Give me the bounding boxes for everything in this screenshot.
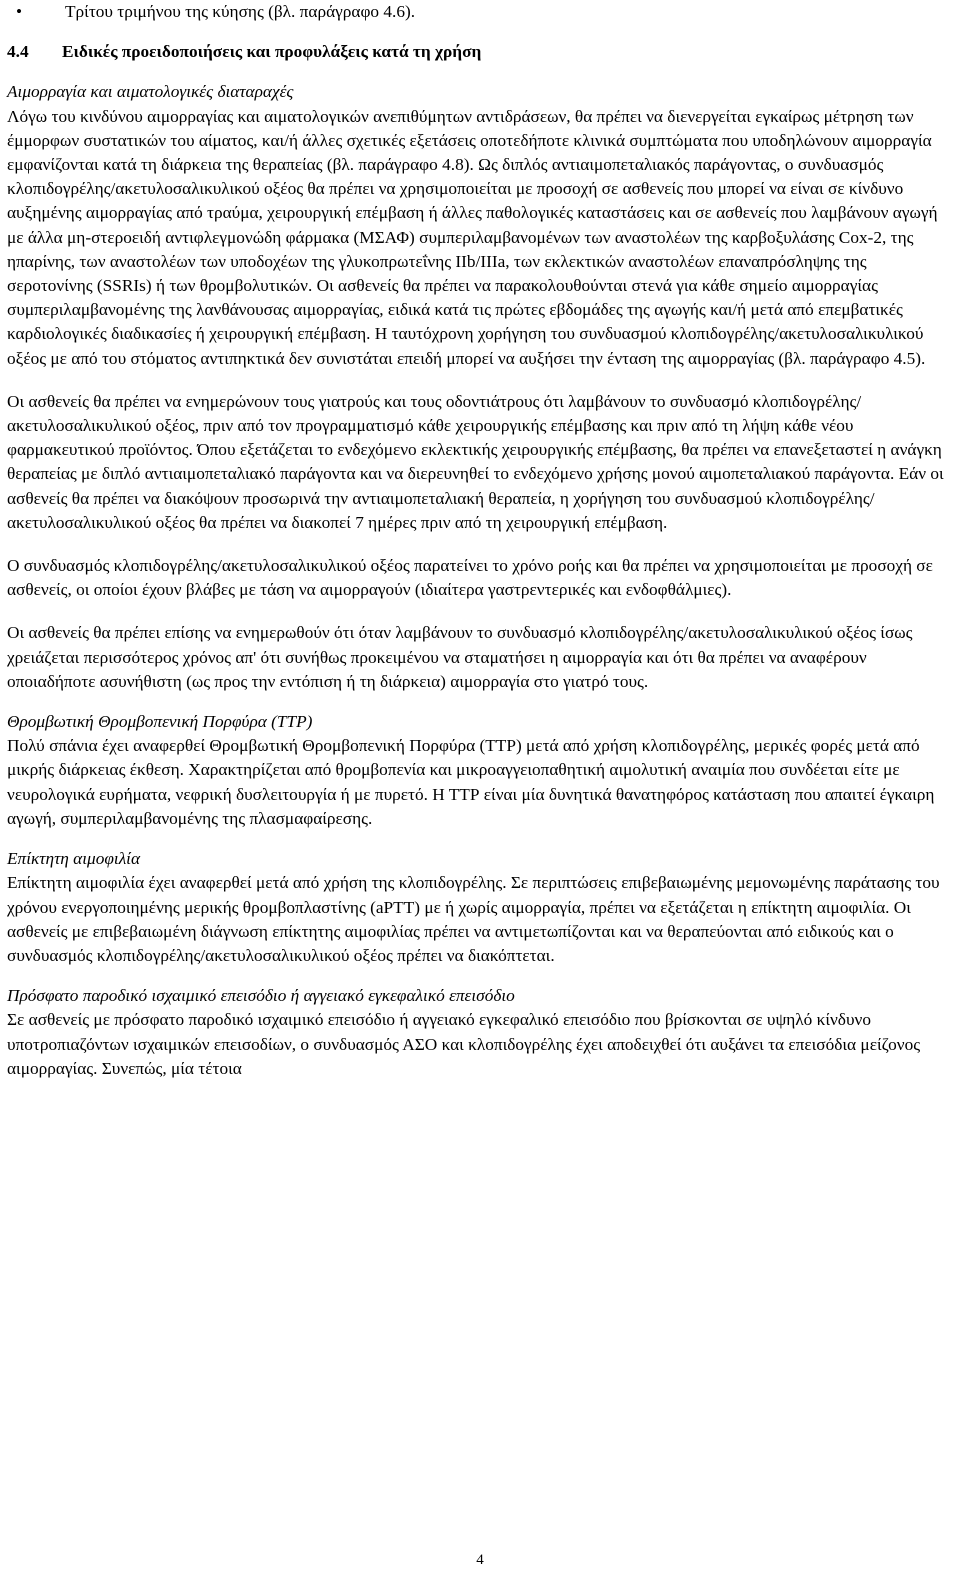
subsection-stroke [7, 984, 947, 1081]
bullet-symbol: • [16, 2, 23, 21]
bullet-text: Τρίτου τριμήνου της κύησης (βλ. παράγραφο 4.6). [65, 2, 416, 21]
subsection-title: Πρόσφατο παροδικό ισχαιμικό επεισόδιο ή αγγειακό εγκεφαλικό επεισόδιο [7, 986, 515, 1006]
subsection-title: Θρομβωτική Θρομβοπενική Πορφύρα (ΤΤΡ) [7, 712, 313, 732]
paragraph: Επίκτητη αιμοφιλία έχει αναφερθεί μετά από χρήση της κλοπιδογρέλης. Σε περιπτώσεις επιβεβαιωμένης μεμονωμένης παράτασης του χρόνου ενεργοποιημένης μερικής θρομβοπλαστίνης (aPTT) με ή χωρίς αιμορραγία, πρέπει να εξετάζεται η επίκτητη αιμοφιλία. Οι ασθενείς με επιβεβαιωμένη διάγνωση επίκτητης αιμοφιλίας πρέπει να αντιμετωπίζονται και να θεραπεύονται από ειδικούς και ο συνδυασμός κλοπιδογρέλης/ακετυλοσαλικυλικού οξέος πρέπει να διακόπτεται. [7, 873, 940, 965]
section-number: 4.4 [7, 42, 29, 62]
subsection-acquired-haemophilia [7, 847, 947, 968]
subsection-title: Αιμορραγία και αιματολογικές διαταραχές [7, 82, 294, 102]
paragraph: Οι ασθενείς θα πρέπει να ενημερώνουν τους γιατρούς και τους οδοντιάτρους ότι λαμβάνουν το συνδυασμό κλοπιδογρέλης/ακετυλοσαλικυλικού οξέος, πριν από τον προγραμματισμό κάθε χειρουργικής επέμβασης και πριν από τη λήψη κάθε νέου φαρμακευτικού προϊόντος. Όπου εξετάζεται το ενδεχόμενο εκλεκτικής χειρουργικής επέμβασης, θα πρέπει να επανεξεταστεί η ανάγκη θεραπείας με διπλό αντιαιμοπεταλιακό παράγοντα και να διερευνηθεί το ενδεχόμενο χρήσης μονού αιμοπεταλιακού παράγοντα. Εάν οι ασθενείς θα πρέπει να διακόψουν προσωρινά την αντιαιμοπεταλιακή θεραπεία, η χορήγηση του συνδυασμού κλοπιδογρέλης/ακετυλοσαλικυλικού οξέος θα πρέπει να διακοπεί 7 ημέρες πριν από τη χειρουργική επέμβαση. [7, 391, 944, 532]
paragraph: Ο συνδυασμός κλοπιδογρέλης/ακετυλοσαλικυλικού οξέος παρατείνει το χρόνο ροής και θα πρέπει να χρησιμοποιείται με προσοχή σε ασθενείς, οι οποίοι έχουν βλάβες με τάση να αιμορραγούν (ιδιαίτερα γαστρεντερικές και ενδοφθάλμιες). [7, 556, 933, 600]
subsection-title: Επίκτητη αιμοφιλία [7, 849, 141, 869]
section-title: Ειδικές προειδοποιήσεις και προφυλάξεις κατά τη χρήση [62, 42, 482, 62]
subsection-ttp [7, 710, 947, 831]
subsection-bleeding [7, 80, 947, 694]
paragraph: Πολύ σπάνια έχει αναφερθεί Θρομβωτική Θρομβοπενική Πορφύρα (ΤΤΡ) μετά από χρήση κλοπιδογρέλης, μερικές φορές μετά από μικρής διάρκειας έκθεση. Χαρακτηρίζεται από θρομβοπενία και μικροαγγειοπαθητική αιμολυτική αναιμία που συνδέεται είτε με νευρολογικά ευρήματα, νεφρική δυσλειτουργία ή με πυρετό. Η ΤΤΡ είναι μία δυνητικά θανατηφόρος κατάσταση που απαιτεί έγκαιρη αγωγή, συμπεριλαμβανομένης της πλασμαφαίρεσης. [7, 736, 935, 828]
bullet-item [7, 0, 947, 24]
section-heading [7, 40, 947, 64]
document-page [7, 0, 947, 1081]
paragraph: Λόγω του κινδύνου αιμορραγίας και αιματολογικών ανεπιθύμητων αντιδράσεων, θα πρέπει να διενεργείται εγκαίρως μέτρηση των έμμορφων συστατικών του αίματος, και/ή άλλες σχετικές εξετάσεις οποτεδήποτε κλινικά συμπτώματα που υποδηλώνουν αιμορραγία εμφανίζονται κατά τη διάρκεια της θεραπείας (βλ. παράγραφο 4.8). Ως διπλός αντιαιμοπεταλιακός παράγοντας, ο συνδυασμός κλοπιδογρέλης/ακετυλοσαλικυλικού οξέος θα πρέπει να χρησιμοποιείται με προσοχή σε ασθενείς που μπορεί να είναι σε κίνδυνο αυξημένης αιμορραγίας από τραύμα, χειρουργική επέμβαση ή άλλες παθολογικές καταστάσεις και σε ασθενείς που λαμβάνουν αγωγή με άλλα μη-στεροειδή αντιφλεγμονώδη φάρμακα (ΜΣΑΦ) συμπεριλαμβανομένων των αναστολέων της καρβοξυλάσης Cox-2, της ηπαρίνης, των αναστολέων των υποδοχέων της γλυκοπρωτεΐνης IIb/IIIa, των εκλεκτικών αναστολέων επαναπρόσληψης της σεροτονίνης (SSRIs) ή των θρομβολυτικών. Οι ασθενείς θα πρέπει να παρακολουθούνται στενά για κάθε σημείο αιμορραγίας συμπεριλαμβανομένης της λανθάνουσας αιμορραγίας, ειδικά κατά τις πρώτες εβδομάδες της αγωγής και/ή μετά από επεμβατικές καρδιολογικές διαδικασίες ή χειρουργική επέμβαση. Η ταυτόχρονη χορήγηση του συνδυασμού κλοπιδογρέλης/ακετυλοσαλικυλικού οξέος με από του στόματος αντιπηκτικά δεν συνιστάται επειδή μπορεί να αυξήσει την ένταση της αιμορραγίας (βλ. παράγραφο 4.5). [7, 106, 938, 368]
paragraph: Σε ασθενείς με πρόσφατο παροδικό ισχαιμικό επεισόδιο ή αγγειακό εγκεφαλικό επεισόδιο που βρίσκονται σε υψηλό κίνδυνο υποτροπιαζόντων ισχαιμικών επεισοδίων, ο συνδυασμός ΑΣΟ και κλοπιδογρέλης έχει αποδειχθεί ότι αυξάνει τα επεισόδια μείζονος αιμορραγίας. Συνεπώς, μία τέτοια [7, 1010, 921, 1078]
paragraph: Οι ασθενείς θα πρέπει επίσης να ενημερωθούν ότι όταν λαμβάνουν το συνδυασμό κλοπιδογρέλης/ακετυλοσαλικυλικού οξέος ίσως χρειάζεται περισσότερος χρόνος απ' ότι συνήθως προκειμένου να σταματήσει η αιμορραγία και ότι θα πρέπει να αναφέρουν οποιαδήποτε ασυνήθιστη (ως προς την εντόπιση ή τη διάρκεια) αιμορραγία στο γιατρό τους. [7, 623, 913, 691]
page-number: 4 [476, 1552, 484, 1568]
